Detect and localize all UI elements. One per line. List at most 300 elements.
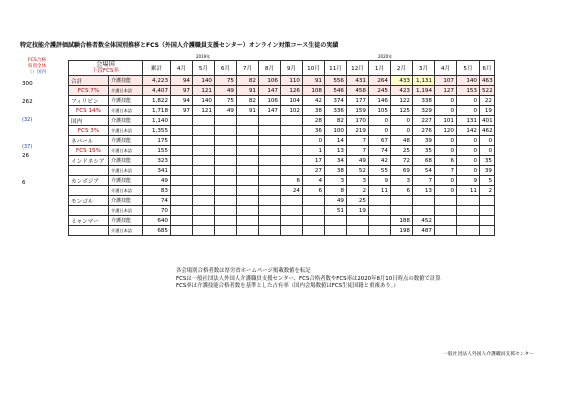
month-value-cell: 7 <box>347 136 369 146</box>
page-title: 特定技能介護評価試験合格者数全体国別推移とFCS（外国人介護職員支援センター）オンライン対策コース生徒の実績 <box>20 42 339 49</box>
month-header: 4月 <box>171 61 193 76</box>
exam-type-cell: 介護日本語 <box>109 186 143 196</box>
year-label-2020: 2020年 <box>378 54 393 59</box>
month-value-cell: 82 <box>325 116 347 126</box>
month-header: 6月 <box>480 61 495 76</box>
table-row <box>69 206 495 216</box>
table-row <box>69 146 495 156</box>
month-value-cell: 487 <box>413 226 435 236</box>
month-value-cell: 49 <box>347 156 369 166</box>
month-value-cell: 336 <box>325 106 347 116</box>
month-value-cell <box>369 216 391 226</box>
total-cell: 1,140 <box>143 116 171 126</box>
country-cell: 合計 <box>69 76 109 86</box>
month-value-cell <box>325 226 347 236</box>
month-value-cell: 39 <box>413 136 435 146</box>
month-value-cell <box>281 156 303 166</box>
month-value-cell <box>193 116 215 126</box>
month-value-cell: 49 <box>215 86 237 96</box>
month-value-cell: 8 <box>325 186 347 196</box>
month-value-cell: 3 <box>391 176 413 186</box>
month-value-cell: 19 <box>480 106 495 116</box>
month-value-cell <box>215 156 237 166</box>
month-value-cell: 3 <box>347 176 369 186</box>
month-value-cell <box>237 146 259 156</box>
table-row <box>69 196 495 206</box>
month-value-cell: 38 <box>303 106 325 116</box>
table-row <box>69 106 495 116</box>
table-row <box>69 126 495 136</box>
month-value-cell <box>215 206 237 216</box>
exam-type-cell: 介護日本語 <box>109 106 143 116</box>
month-value-cell: 0 <box>457 106 480 116</box>
month-value-cell <box>171 166 193 176</box>
month-value-cell: 42 <box>303 96 325 106</box>
month-value-cell <box>480 196 495 206</box>
country-cell <box>69 206 109 216</box>
exam-type-cell: 介護技能 <box>109 216 143 226</box>
table-row <box>69 116 495 126</box>
side-legend <box>18 58 56 76</box>
month-value-cell <box>215 186 237 196</box>
month-value-cell <box>193 146 215 156</box>
month-value-cell: 34 <box>325 156 347 166</box>
month-value-cell <box>193 126 215 136</box>
country-cell <box>69 166 109 176</box>
total-cell: 155 <box>143 146 171 156</box>
month-value-cell: 6 <box>281 176 303 186</box>
month-value-cell: 38 <box>325 166 347 176</box>
exam-type-cell: 介護技能 <box>109 176 143 186</box>
total-cell: 70 <box>143 206 171 216</box>
month-header: 4月 <box>435 61 457 76</box>
month-value-cell: 0 <box>457 136 480 146</box>
month-value-cell <box>457 226 480 236</box>
month-value-cell <box>193 166 215 176</box>
month-value-cell <box>480 226 495 236</box>
country-cell: フィリピン <box>69 96 109 106</box>
month-value-cell <box>281 146 303 156</box>
month-value-cell: 0 <box>457 156 480 166</box>
month-value-cell <box>259 136 281 146</box>
month-value-cell <box>413 206 435 216</box>
month-value-cell: 6 <box>303 186 325 196</box>
month-value-cell: 82 <box>237 96 259 106</box>
exam-type-cell: 介護技能 <box>109 96 143 106</box>
month-value-cell <box>281 226 303 236</box>
month-value-cell: 423 <box>391 86 413 96</box>
total-header: 累計 <box>143 61 171 76</box>
month-value-cell: 188 <box>391 216 413 226</box>
month-value-cell: 0 <box>435 146 457 156</box>
month-value-cell <box>303 196 325 206</box>
month-value-cell: 105 <box>369 106 391 116</box>
month-value-cell <box>171 156 193 166</box>
month-value-cell: 25 <box>391 146 413 156</box>
month-value-cell: 329 <box>413 106 435 116</box>
month-value-cell: 2 <box>347 186 369 196</box>
venue-header-label: 会場国 <box>96 61 115 68</box>
month-value-cell <box>215 136 237 146</box>
month-value-cell: 245 <box>369 86 391 96</box>
total-cell: 74 <box>143 196 171 206</box>
month-value-cell: 69 <box>391 166 413 176</box>
month-value-cell <box>237 156 259 166</box>
table-row <box>69 226 495 236</box>
exam-type-cell: 介護日本語 <box>109 166 143 176</box>
footer-org: 一般社団法人外国人介護職員支援センター <box>443 352 534 357</box>
month-value-cell: 1,194 <box>413 86 435 96</box>
month-value-cell: 546 <box>325 86 347 96</box>
month-value-cell <box>259 146 281 156</box>
month-value-cell: 126 <box>281 86 303 96</box>
month-value-cell: 49 <box>325 196 347 206</box>
total-cell: 323 <box>143 156 171 166</box>
total-cell: 83 <box>143 186 171 196</box>
month-value-cell: 101 <box>435 116 457 126</box>
month-value-cell <box>237 126 259 136</box>
month-value-cell: 0 <box>435 106 457 116</box>
venue-header-sub: 下段FCS率 <box>92 68 119 74</box>
month-value-cell: 556 <box>325 76 347 86</box>
month-value-cell: 452 <box>413 216 435 226</box>
month-value-cell <box>259 176 281 186</box>
month-value-cell <box>193 156 215 166</box>
month-value-cell: 0 <box>480 146 495 156</box>
venue-header <box>69 61 143 76</box>
month-value-cell: 97 <box>171 86 193 96</box>
month-value-cell: 11 <box>457 186 480 196</box>
exam-type-cell: 介護日本語 <box>109 86 143 96</box>
month-value-cell: 97 <box>171 106 193 116</box>
country-cell: FCS 14% <box>69 106 109 116</box>
month-value-cell: 49 <box>215 106 237 116</box>
total-cell: 1,355 <box>143 126 171 136</box>
table-row <box>69 76 495 86</box>
month-value-cell: 48 <box>391 136 413 146</box>
month-value-cell: 36 <box>303 126 325 136</box>
month-value-cell <box>259 196 281 206</box>
total-cell: 4,223 <box>143 76 171 86</box>
month-value-cell: 147 <box>259 86 281 96</box>
month-value-cell: 91 <box>237 86 259 96</box>
month-value-cell <box>413 196 435 206</box>
month-value-cell <box>259 226 281 236</box>
month-value-cell: 110 <box>281 76 303 86</box>
month-value-cell: 35 <box>413 146 435 156</box>
month-value-cell: 19 <box>347 206 369 216</box>
month-value-cell: 0 <box>435 186 457 196</box>
month-value-cell <box>435 196 457 206</box>
month-value-cell: 146 <box>369 96 391 106</box>
month-value-cell: 14 <box>325 136 347 146</box>
month-value-cell <box>237 226 259 236</box>
month-value-cell <box>259 216 281 226</box>
left-total: 26 <box>22 153 30 159</box>
exam-type-cell: 介護技能 <box>109 76 143 86</box>
month-value-cell: 104 <box>281 96 303 106</box>
month-value-cell <box>237 136 259 146</box>
month-header: 1月 <box>369 61 391 76</box>
month-value-cell: 0 <box>457 166 480 176</box>
month-value-cell <box>480 216 495 226</box>
month-value-cell: 13 <box>325 146 347 156</box>
month-value-cell: 3 <box>325 176 347 186</box>
exam-type-cell: 介護技能 <box>109 136 143 146</box>
month-header: 9月 <box>281 61 303 76</box>
month-value-cell: 6 <box>435 156 457 166</box>
month-value-cell: 24 <box>281 186 303 196</box>
month-value-cell <box>369 196 391 206</box>
month-value-cell <box>435 216 457 226</box>
month-value-cell: 82 <box>237 76 259 86</box>
month-value-cell: 227 <box>413 116 435 126</box>
month-value-cell <box>171 176 193 186</box>
month-value-cell: 433 <box>391 76 413 86</box>
exam-type-cell: 介護日本語 <box>109 126 143 136</box>
table-row <box>69 96 495 106</box>
month-value-cell <box>193 196 215 206</box>
month-value-cell <box>171 116 193 126</box>
month-value-cell <box>457 216 480 226</box>
month-value-cell: 106 <box>259 76 281 86</box>
month-value-cell <box>237 216 259 226</box>
month-value-cell: 140 <box>193 96 215 106</box>
side-legend-line3: （）国内 <box>27 70 47 75</box>
header-row <box>69 61 495 76</box>
total-cell: 341 <box>143 166 171 176</box>
month-value-cell: 11 <box>369 186 391 196</box>
month-value-cell: 147 <box>259 106 281 116</box>
exam-type-cell: 介護日本語 <box>109 206 143 216</box>
month-value-cell: 7 <box>413 176 435 186</box>
exam-type-cell: 介護日本語 <box>109 226 143 236</box>
month-value-cell <box>171 206 193 216</box>
month-value-cell: 51 <box>325 206 347 216</box>
month-value-cell: 91 <box>303 76 325 86</box>
month-value-cell: 374 <box>325 96 347 106</box>
month-value-cell <box>281 126 303 136</box>
month-value-cell <box>171 226 193 236</box>
month-value-cell: 0 <box>435 176 457 186</box>
month-value-cell: 131 <box>457 116 480 126</box>
month-value-cell: 54 <box>413 166 435 176</box>
country-cell <box>69 186 109 196</box>
month-value-cell <box>215 126 237 136</box>
month-value-cell: 72 <box>391 156 413 166</box>
month-value-cell <box>215 226 237 236</box>
month-value-cell: 91 <box>237 106 259 116</box>
country-cell: FCS 7% <box>69 86 109 96</box>
month-value-cell: 6 <box>391 186 413 196</box>
month-value-cell <box>259 186 281 196</box>
month-value-cell <box>480 206 495 216</box>
exam-type-cell: 介護技能 <box>109 196 143 206</box>
results-table <box>68 60 495 236</box>
month-value-cell: 401 <box>480 116 495 126</box>
note-line: FCSは一般社団法人外国人介護職員支援センター、FCS合格者数やFCS率は2020年8月10日時点の数値で計算 <box>176 275 441 282</box>
month-value-cell: 27 <box>303 166 325 176</box>
month-header: 3月 <box>413 61 435 76</box>
table-row <box>69 216 495 226</box>
note-line: 各会場別合格者数は厚労省ホームページ掲載数値を転記 <box>176 268 311 274</box>
month-value-cell: 1 <box>303 146 325 156</box>
month-value-cell: 122 <box>391 96 413 106</box>
month-value-cell: 522 <box>480 86 495 96</box>
country-cell: ミャンマー <box>69 216 109 226</box>
month-value-cell <box>369 226 391 236</box>
month-value-cell <box>281 166 303 176</box>
month-value-cell <box>237 186 259 196</box>
month-value-cell: 0 <box>435 96 457 106</box>
table-row <box>69 156 495 166</box>
total-cell: 1,822 <box>143 96 171 106</box>
month-value-cell: 153 <box>457 86 480 96</box>
total-cell: 685 <box>143 226 171 236</box>
country-cell <box>69 226 109 236</box>
month-value-cell <box>281 136 303 146</box>
total-cell: 1,718 <box>143 106 171 116</box>
month-value-cell <box>457 206 480 216</box>
exam-type-cell: 介護技能 <box>109 116 143 126</box>
month-header: 12月 <box>347 61 369 76</box>
month-value-cell: 2 <box>480 186 495 196</box>
month-value-cell: 100 <box>325 126 347 136</box>
month-value-cell: 28 <box>303 116 325 126</box>
note-line: FCS率は介護技能合格者数を基準とした占有率（国内会場数値はFCS生徒国籍と重複あり。） <box>176 283 399 290</box>
month-value-cell: 0 <box>391 126 413 136</box>
month-value-cell: 170 <box>347 116 369 126</box>
month-value-cell: 1,131 <box>413 76 435 86</box>
month-value-cell <box>303 206 325 216</box>
left-total: 262 <box>22 99 33 105</box>
country-cell: 国内 <box>69 116 109 126</box>
month-value-cell <box>347 226 369 236</box>
month-value-cell: 0 <box>391 116 413 126</box>
month-value-cell <box>237 196 259 206</box>
month-value-cell: 42 <box>369 156 391 166</box>
month-value-cell: 198 <box>391 226 413 236</box>
month-value-cell: 35 <box>480 156 495 166</box>
month-value-cell: 75 <box>215 96 237 106</box>
month-value-cell <box>281 216 303 226</box>
month-value-cell <box>193 216 215 226</box>
month-value-cell <box>215 146 237 156</box>
month-value-cell: 177 <box>347 96 369 106</box>
month-value-cell: 52 <box>347 166 369 176</box>
month-value-cell: 22 <box>480 96 495 106</box>
month-value-cell: 0 <box>303 136 325 146</box>
left-total: 300 <box>22 81 33 87</box>
month-header: 5月 <box>457 61 480 76</box>
month-value-cell: 102 <box>281 106 303 116</box>
table-row <box>69 176 495 186</box>
month-value-cell: 94 <box>171 76 193 86</box>
left-total: 6 <box>22 180 26 186</box>
side-legend-line1: FCS合格 <box>28 58 46 63</box>
month-value-cell: 107 <box>435 76 457 86</box>
month-header: 5月 <box>193 61 215 76</box>
month-value-cell: 142 <box>457 126 480 136</box>
table-row <box>69 166 495 176</box>
month-value-cell: 0 <box>480 136 495 146</box>
month-value-cell: 25 <box>347 196 369 206</box>
month-value-cell <box>215 176 237 186</box>
country-cell: FCS 15% <box>69 146 109 156</box>
month-value-cell: 0 <box>369 116 391 126</box>
table-row <box>69 86 495 96</box>
month-value-cell <box>193 226 215 236</box>
month-header: 7月 <box>237 61 259 76</box>
month-value-cell <box>171 136 193 146</box>
month-value-cell: 4 <box>303 176 325 186</box>
side-legend-line2: 県別全体 <box>27 64 47 69</box>
month-value-cell: 219 <box>347 126 369 136</box>
month-header: 6月 <box>215 61 237 76</box>
month-value-cell: 9 <box>369 176 391 186</box>
total-cell: 640 <box>143 216 171 226</box>
month-value-cell <box>303 216 325 226</box>
month-value-cell: 338 <box>413 96 435 106</box>
table-row <box>69 186 495 196</box>
month-value-cell: 9 <box>457 176 480 186</box>
month-header: 10月 <box>303 61 325 76</box>
month-value-cell: 458 <box>347 86 369 96</box>
country-cell: インドネシア <box>69 156 109 166</box>
month-value-cell <box>391 196 413 206</box>
left-total: (32) <box>22 117 33 123</box>
month-value-cell <box>171 146 193 156</box>
month-value-cell: 75 <box>215 76 237 86</box>
month-value-cell: 140 <box>193 76 215 86</box>
month-value-cell: 0 <box>435 136 457 146</box>
table-row <box>69 136 495 146</box>
month-header: 11月 <box>325 61 347 76</box>
month-value-cell: 0 <box>369 126 391 136</box>
total-cell: 49 <box>143 176 171 186</box>
month-value-cell <box>281 116 303 126</box>
month-value-cell: 67 <box>369 136 391 146</box>
exam-type-cell: 介護日本語 <box>109 146 143 156</box>
month-value-cell <box>259 126 281 136</box>
month-value-cell: 94 <box>171 96 193 106</box>
month-value-cell <box>237 116 259 126</box>
month-value-cell <box>237 206 259 216</box>
month-value-cell <box>391 206 413 216</box>
month-value-cell <box>237 166 259 176</box>
month-value-cell <box>259 166 281 176</box>
month-value-cell: 7 <box>435 166 457 176</box>
total-cell: 4,407 <box>143 86 171 96</box>
month-value-cell: 431 <box>347 76 369 86</box>
month-value-cell: 276 <box>413 126 435 136</box>
month-value-cell: 7 <box>347 146 369 156</box>
month-value-cell <box>347 216 369 226</box>
month-value-cell: 5 <box>480 176 495 186</box>
month-value-cell: 159 <box>347 106 369 116</box>
month-value-cell <box>193 186 215 196</box>
month-value-cell <box>215 166 237 176</box>
month-value-cell <box>171 216 193 226</box>
month-value-cell <box>215 116 237 126</box>
month-value-cell <box>325 216 347 226</box>
country-cell: モンゴル <box>69 196 109 206</box>
month-value-cell: 121 <box>193 106 215 116</box>
month-header: 2月 <box>391 61 413 76</box>
month-value-cell <box>193 176 215 186</box>
month-value-cell <box>435 226 457 236</box>
month-value-cell <box>457 196 480 206</box>
